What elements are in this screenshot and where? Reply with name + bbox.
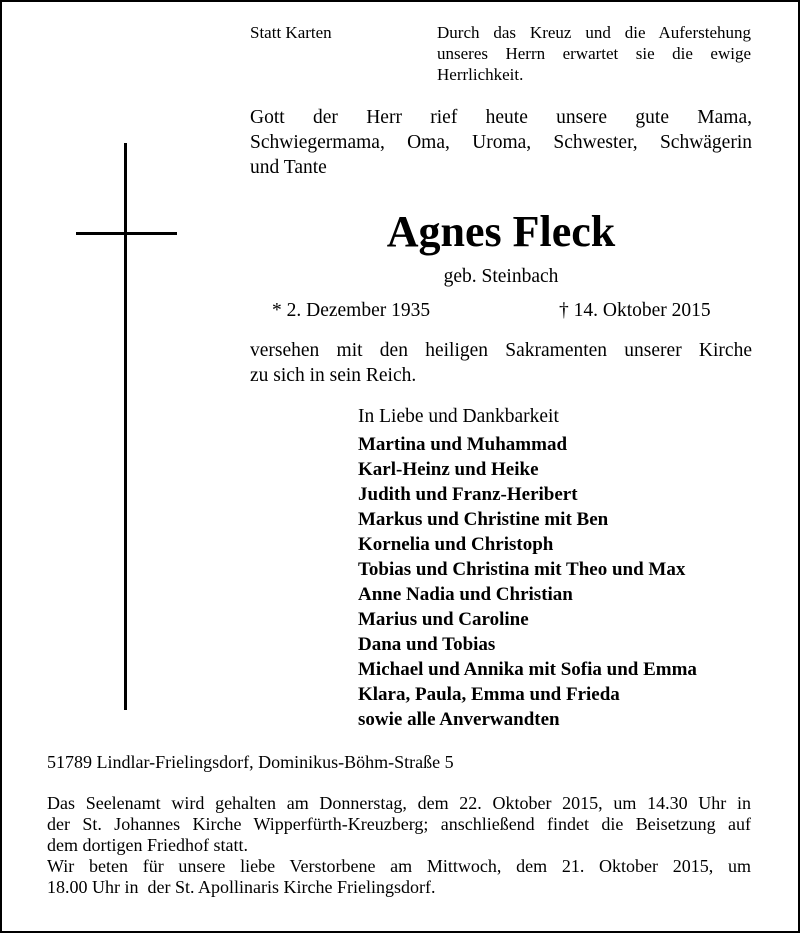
mourners-heading: In Liebe und Dankbarkeit [358, 406, 559, 427]
service-line: Wir beten für unsere liebe Verstorbene am Mittwoch, dem 21. Oktober 2015, um [47, 856, 751, 876]
quote-line: Durch das Kreuz und die Auferstehung [437, 23, 751, 42]
intro-line: und Tante [250, 157, 327, 178]
mourner-entry: Anne Nadia und Christian [358, 584, 573, 605]
service-info [47, 793, 751, 898]
death-date: † 14. Oktober 2015 [559, 300, 711, 321]
sacrament-line: versehen mit den heiligen Sakramenten unserer Kirche [250, 340, 752, 361]
bible-quote [437, 22, 751, 85]
mourner-entry: Klara, Paula, Emma und Frieda [358, 684, 620, 705]
mourner-entry: sowie alle Anverwandten [358, 709, 560, 730]
quote-line: Herrlichkeit. [437, 65, 524, 84]
cross-icon [124, 143, 127, 710]
mourner-entry: Judith und Franz-Heribert [358, 484, 578, 505]
mourner-entry: Karl-Heinz und Heike [358, 459, 539, 480]
service-line: der St. Johannes Kirche Wipperfürth-Kreuzberg; anschließend findet die Beisetzung auf [47, 814, 751, 834]
deceased-name: Agnes Fleck [386, 207, 616, 256]
intro-line: Gott der Herr rief heute unsere gute Mama, [250, 107, 752, 128]
birth-date: * 2. Dezember 1935 [272, 300, 431, 321]
intro-line: Schwiegermama, Oma, Uroma, Schwester, Schwägerin [250, 132, 752, 153]
quote-line: unseres Herrn erwartet sie die ewige [437, 44, 751, 63]
mourner-entry: Michael und Annika mit Sofia und Emma [358, 659, 697, 680]
maiden-name: geb. Steinbach [443, 266, 559, 287]
mourner-entry: Marius und Caroline [358, 609, 529, 630]
mourner-entry: Kornelia und Christoph [358, 534, 554, 555]
cross-icon-bar [76, 232, 177, 235]
statt-karten-note: Statt Karten [250, 23, 332, 42]
sacrament-line: zu sich in sein Reich. [250, 365, 417, 386]
service-line: dem dortigen Friedhof statt. [47, 835, 248, 855]
intro-paragraph [250, 105, 752, 180]
sacrament-paragraph [250, 338, 752, 388]
family-address: 51789 Lindlar-Frielingsdorf, Dominikus-Böhm-Straße 5 [47, 752, 454, 772]
service-line: Das Seelenamt wird gehalten am Donnerstag, dem 22. Oktober 2015, um 14.30 Uhr in [47, 793, 751, 813]
mourner-entry: Dana und Tobias [358, 634, 496, 655]
mourner-entry: Martina und Muhammad [358, 434, 568, 455]
mourner-entry: Tobias und Christina mit Theo und Max [358, 559, 686, 580]
service-line: 18.00 Uhr in der St. Apollinaris Kirche Frielingsdorf. [47, 877, 436, 897]
mourner-entry: Markus und Christine mit Ben [358, 509, 609, 530]
mourners-list [358, 432, 697, 732]
